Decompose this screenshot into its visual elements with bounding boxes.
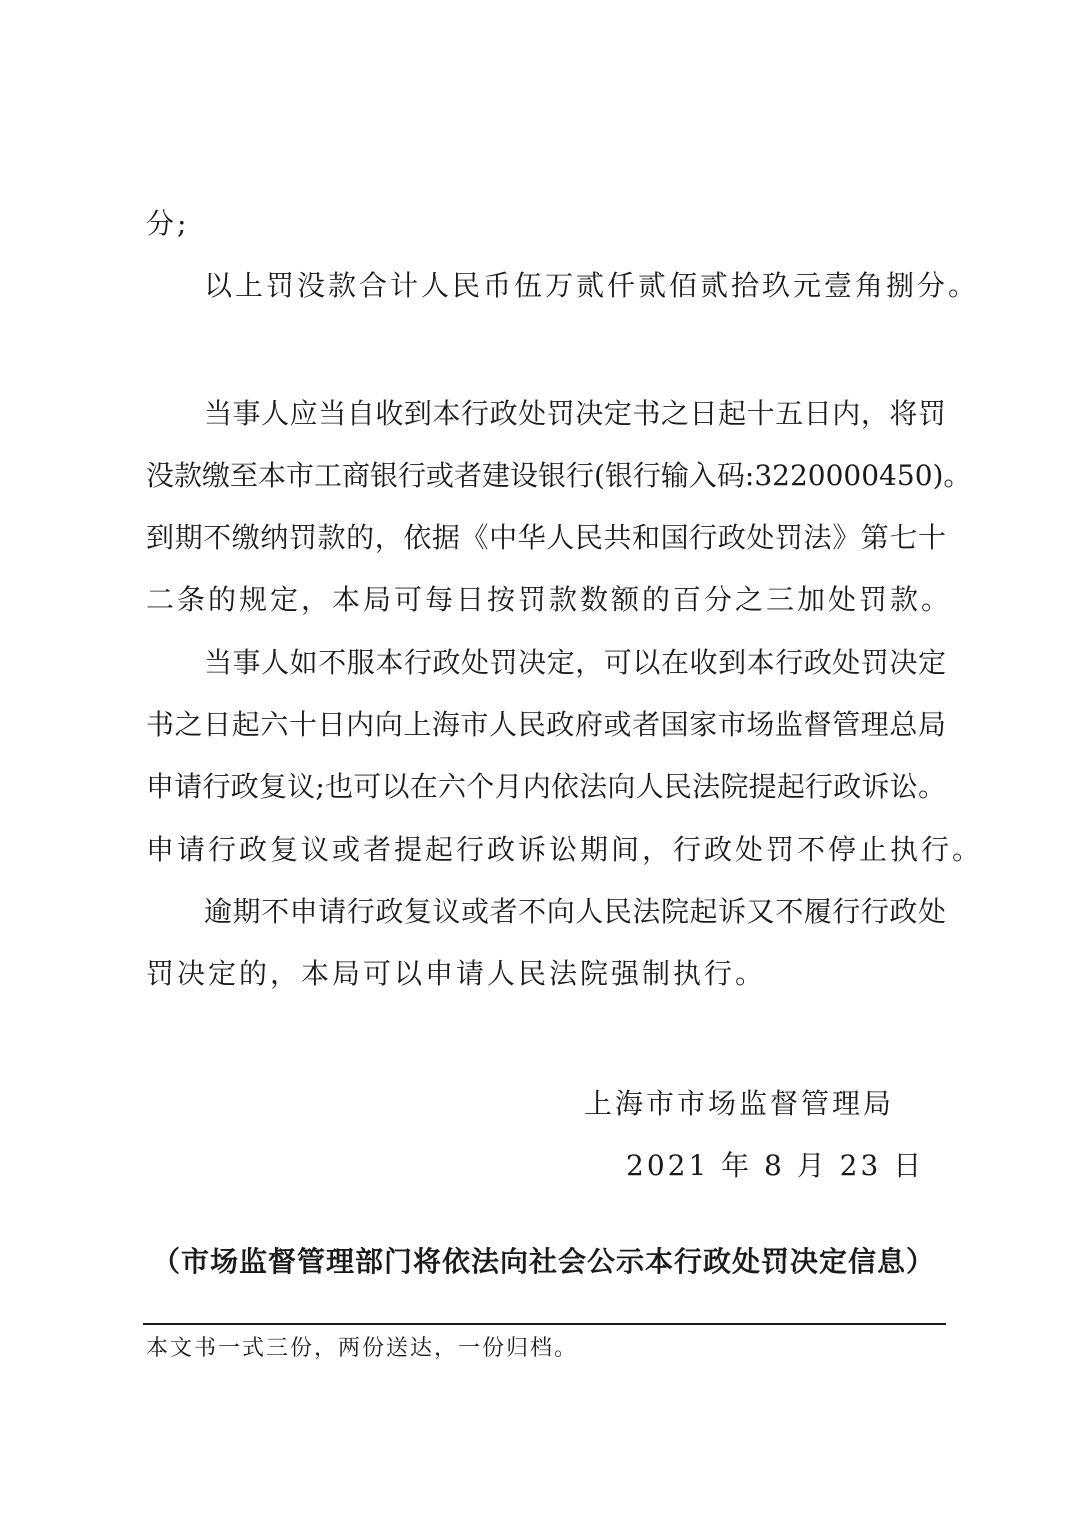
appeal-paragraph-line: 当事人如不服本行政处罚决定，可以在收到本行政处罚决定 [204, 646, 946, 679]
appeal-paragraph-line: 书之日起六十日内向上海市人民政府或者国家市场监督管理总局 [146, 708, 946, 741]
enforcement-paragraph-line: 罚决定的，本局可以申请人民法院强制执行。 [146, 957, 767, 990]
payment-paragraph-line: 二条的规定，本局可每日按罚款数额的百分之三加处罚款。 [146, 583, 953, 616]
public-notice: （市场监督管理部门将依法向社会公示本行政处罚决定信息） [152, 1245, 936, 1278]
paragraph-line: 分; [146, 207, 190, 240]
payment-paragraph-line: 没款缴至本市工商银行或者建设银行(银行输入码:3220000450)。 [146, 459, 972, 492]
payment-paragraph-line: 当事人应当自收到本行政处罚决定书之日起十五日内，将罚 [204, 397, 946, 430]
enforcement-paragraph-line: 逾期不申请行政复议或者不向人民法院起诉又不履行行政处 [204, 895, 946, 928]
appeal-paragraph-line: 申请行政复议;也可以在六个月内依法向人民法院提起行政诉讼。 [146, 770, 946, 803]
issue-date: 2021 年 8 月 23 日 [626, 1149, 925, 1182]
penalty-total-line: 以上罚没款合计人民币伍万贰仟贰佰贰拾玖元壹角捌分。 [204, 269, 980, 302]
payment-paragraph-line: 到期不缴纳罚款的，依据《中华人民共和国行政处罚法》第七十 [146, 521, 946, 554]
appeal-paragraph-line: 申请行政复议或者提起行政诉讼期间，行政处罚不停止执行。 [146, 833, 984, 866]
issuing-authority: 上海市市场监督管理局 [584, 1087, 895, 1120]
footnote: 本文书一式三份，两份送达，一份归档。 [146, 1336, 579, 1361]
footer-divider [143, 1323, 946, 1325]
